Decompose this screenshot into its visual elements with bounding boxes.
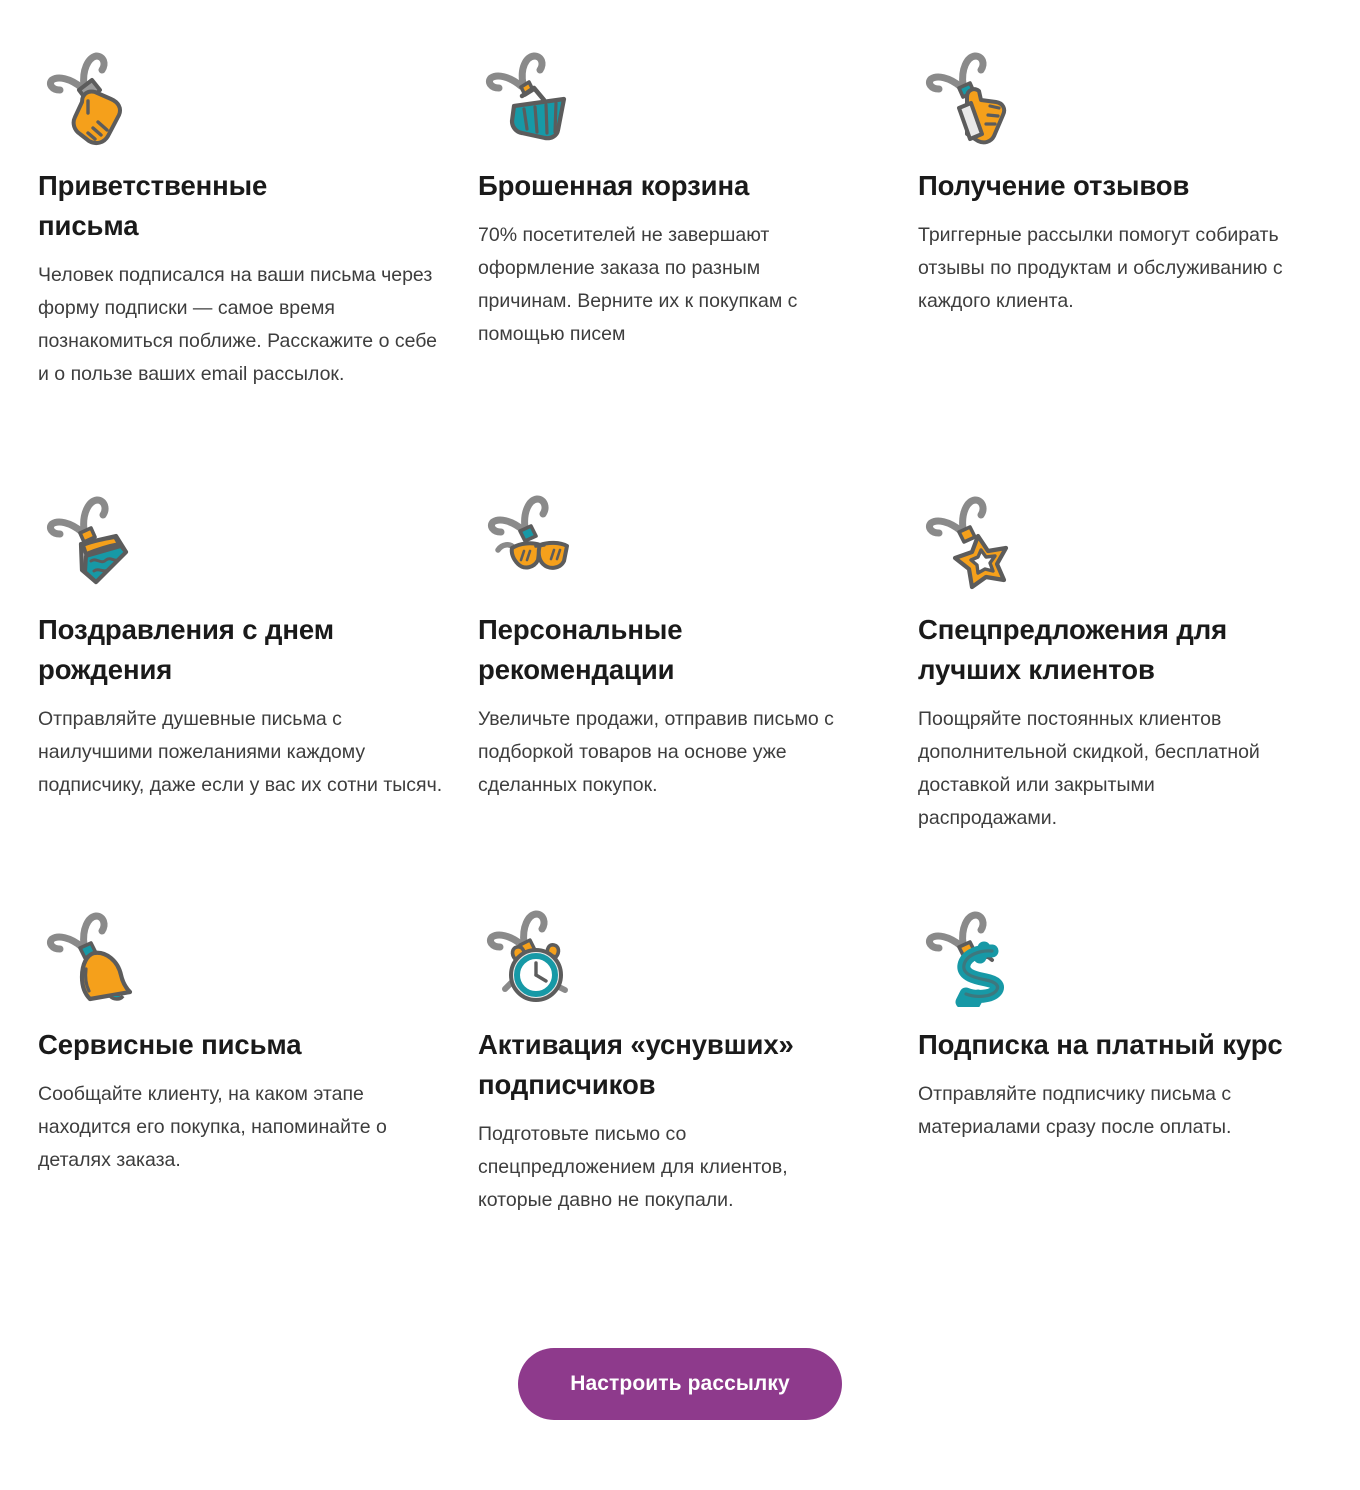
feature-card-title: Брошенная корзина: [478, 170, 750, 201]
feature-card-grid: [38, 44, 1328, 1217]
feature-card-text: Человек подписался на ваши письма через форму подписки — самое время познакомиться поближе. Расскажите о себе и о пользе ваших email рассылок.: [38, 264, 437, 385]
feature-card: [918, 488, 1328, 903]
feature-card: [38, 903, 478, 1217]
feature-card-title: Приветственные письма: [38, 170, 268, 241]
feature-card: [918, 903, 1328, 1217]
hanging-cake-slice-icon: [38, 488, 142, 592]
hanging-shopping-basket-icon: [478, 44, 582, 148]
hanging-dollar-sign-icon: [918, 903, 1022, 1007]
feature-card-text: Отправляйте душевные письма с наилучшими пожеланиями каждому подписчику, даже если у вас их сотни тысяч.: [38, 708, 443, 796]
hanging-bell-icon: [38, 903, 142, 1007]
feature-card: [38, 488, 478, 903]
feature-card-title: Активация «уснувших» подписчиков: [478, 1029, 794, 1100]
hanging-star-icon: [918, 488, 1022, 592]
cta-row: [0, 1348, 1360, 1420]
feature-card-title: Сервисные письма: [38, 1029, 302, 1060]
feature-card-text: Отправляйте подписчику письма с материалами сразу после оплаты.: [918, 1083, 1232, 1138]
feature-card-text: 70% посетителей не завершают оформление заказа по разным причинам. Верните их к покупкам с помощью писем: [478, 224, 798, 345]
feature-card-title: Спецпредложения для лучших клиентов: [918, 614, 1228, 685]
hanging-hand-pointer-icon: [38, 44, 142, 148]
feature-card: [478, 44, 918, 488]
feature-card-title: Получение отзывов: [918, 170, 1190, 201]
feature-card: [478, 488, 918, 903]
feature-card: [38, 44, 478, 488]
feature-card-title: Поздравления с днем рождения: [38, 614, 334, 685]
feature-card-text: Сообщайте клиенту, на каком этапе находится его покупка, напоминайте о деталях заказа.: [38, 1083, 387, 1171]
hanging-thumbs-up-icon: [918, 44, 1022, 148]
feature-card-text: Поощряйте постоянных клиентов дополнительной скидкой, бесплатной доставкой или закрытыми распродажами.: [918, 708, 1260, 829]
feature-card-text: Триггерные рассылки помогут собирать отзывы по продуктам и обслуживанию с каждого клиента.: [918, 224, 1283, 312]
feature-card: [478, 903, 918, 1217]
setup-newsletter-button[interactable]: Настроить рассылку: [518, 1348, 842, 1420]
feature-card-text: Увеличьте продажи, отправив письмо с подборкой товаров на основе уже сделанных покупок.: [478, 708, 834, 796]
feature-card-title: Персональные рекомендации: [478, 614, 683, 685]
hanging-sunglasses-icon: [478, 488, 582, 592]
feature-card-title: Подписка на платный курс: [918, 1029, 1283, 1060]
feature-card-text: Подготовьте письмо со спецпредложением для клиентов, которые давно не покупали.: [478, 1123, 788, 1211]
hanging-alarm-clock-icon: [478, 903, 582, 1007]
feature-card: [918, 44, 1328, 488]
